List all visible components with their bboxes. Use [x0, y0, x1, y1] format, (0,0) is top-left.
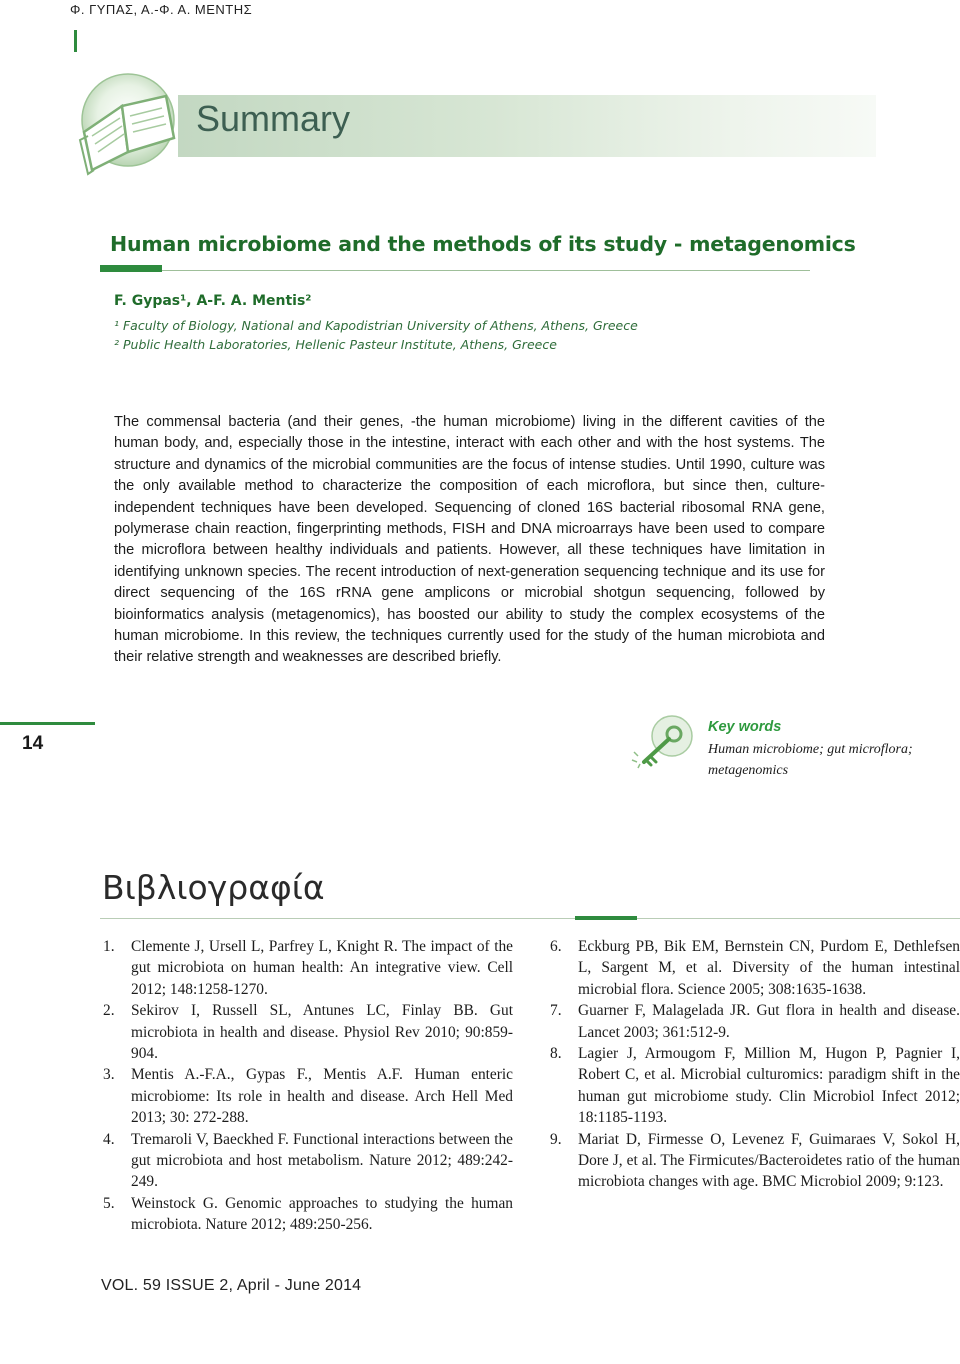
reference-text: Weinstock G. Genomic approaches to studying the human microbiota. Nature 2012; 489:250-256.	[131, 1194, 513, 1234]
keywords-heading: Key words	[708, 719, 782, 735]
references-left-column	[103, 936, 513, 1236]
reference-text: Mentis A.-F.A., Gypas F., Mentis A.F. Human enteric microbiome: Its role in health and disease. Arch Hell Med 2013; 30: 272-288.	[131, 1066, 513, 1127]
reference-text: Clemente J, Ursell L, Parfrey L, Knight R. The impact of the gut microbiota on human health: An integrative view. Cell 2012; 148:1258-1270.	[131, 938, 513, 998]
open-book-icon	[62, 66, 186, 178]
reference-number: 1.	[103, 938, 115, 955]
reference-item	[103, 936, 513, 1000]
article-title: Human microbiome and the methods of its study - metagenomics	[110, 232, 856, 256]
reference-item	[103, 1193, 513, 1236]
reference-item	[550, 1000, 960, 1043]
reference-number: 5.	[103, 1194, 115, 1212]
reference-text: Eckburg PB, Bik EM, Bernstein CN, Purdom E, Dethlefsen L, Sargent M, et al. Diversity of the human intestinal microbial flora. Science 2005; 308:1635-1638.	[578, 938, 960, 998]
abstract-text: The commensal bacteria (and their genes, -the human microbiome) living in the different cavities of the human body, and, especially those in the intestine, interact with each other and with the host systems. The structure and dynamics of the microbial communities are the focus of intense studies. Until 1990, culture was the only available method to characterize the composition of each microflora, but since then, culture-independent techniques have been developed. Sequencing of cloned 16S bacterial ribosomal RNA gene, polymerase chain reaction, fingerprinting methods, FISH and DNA microarrays have been used to compare the microflora between healthy individuals and patients. However, all these techniques have limitation in identifying unknown species. The recent introduction of next-generation sequencing technique and its use for direct sequencing of the 16S rRNA gene amplicons or microbial shotgun sequencing, followed by bioinformatics analysis (metagenomics), has boosted our ability to study the complex ecosystems of the human microbiome. In this review, the techniques currently used for the study of the human microbiota and their relative strength and weaknesses are described briefly.	[114, 414, 825, 666]
title-divider	[100, 270, 810, 271]
header-accent-bar	[74, 30, 77, 52]
running-header: Φ. ΓΥΠΑΣ, Α.-Φ. Α. ΜΕΝΤΗΣ	[70, 2, 253, 17]
references-heading: Βιβλιογραφία	[102, 868, 325, 907]
keywords-text: Human microbiome; gut microflora; metagenomics	[708, 742, 913, 778]
reference-item	[103, 1129, 513, 1193]
affiliation-1: ¹ Faculty of Biology, National and Kapodistrian University of Athens, Athens, Greece	[114, 318, 638, 333]
reference-number: 7.	[550, 1002, 562, 1020]
reference-text: Mariat D, Firmesse O, Levenez F, Guimaraes V, Sokol H, Dore J, et al. The Firmicutes/Bacteroidetes ratio of the human microbiota changes with age. BMC Microbiol 2009; 9:123.	[578, 1130, 960, 1191]
reference-number: 9.	[550, 1130, 562, 1148]
footer-issue: VOL. 59 ISSUE 2, April - June 2014	[101, 1277, 362, 1294]
reference-number: 2.	[103, 1002, 115, 1020]
references-divider-accent	[575, 916, 637, 920]
references-divider	[100, 918, 960, 919]
reference-text: Lagier J, Armougom F, Million M, Hugon P, Pagnier I, Robert C, et al. Microbial culturomics: paradigm shift in the human gut microbiome study. Clin Microbiol Infect 2012; 18:1185-1193.	[578, 1045, 960, 1127]
banner-title: Summary	[196, 98, 351, 139]
reference-item	[550, 1043, 960, 1129]
references-right-column	[550, 936, 960, 1193]
title-divider-accent	[100, 265, 162, 272]
reference-number: 8.	[550, 1045, 562, 1063]
reference-item	[103, 1064, 513, 1128]
affiliation-2: ² Public Health Laboratories, Hellenic Pasteur Institute, Athens, Greece	[114, 337, 557, 352]
reference-item	[550, 936, 960, 1000]
reference-number: 3.	[103, 1066, 115, 1084]
page-number: 14	[22, 733, 44, 754]
reference-number: 6.	[550, 938, 562, 955]
reference-item	[550, 1129, 960, 1193]
reference-text: Guarner F, Malagelada JR. Gut flora in health and disease. Lancet 2003; 361:512-9.	[578, 1002, 960, 1041]
reference-text: Sekirov I, Russell SL, Antunes LC, Finlay BB. Gut microbiota in health and disease. Physiol Rev 2010; 90:859-904.	[131, 1002, 513, 1063]
page-number-rule	[0, 722, 95, 725]
reference-item	[103, 1000, 513, 1064]
authors: F. Gypas¹, A-F. A. Mentis²	[114, 293, 312, 309]
reference-number: 4.	[103, 1130, 115, 1148]
reference-text: Tremaroli V, Baeckhed F. Functional interactions between the gut microbiota and host metabolism. Nature 2012; 489:242-249.	[131, 1130, 513, 1191]
key-icon	[628, 712, 698, 774]
